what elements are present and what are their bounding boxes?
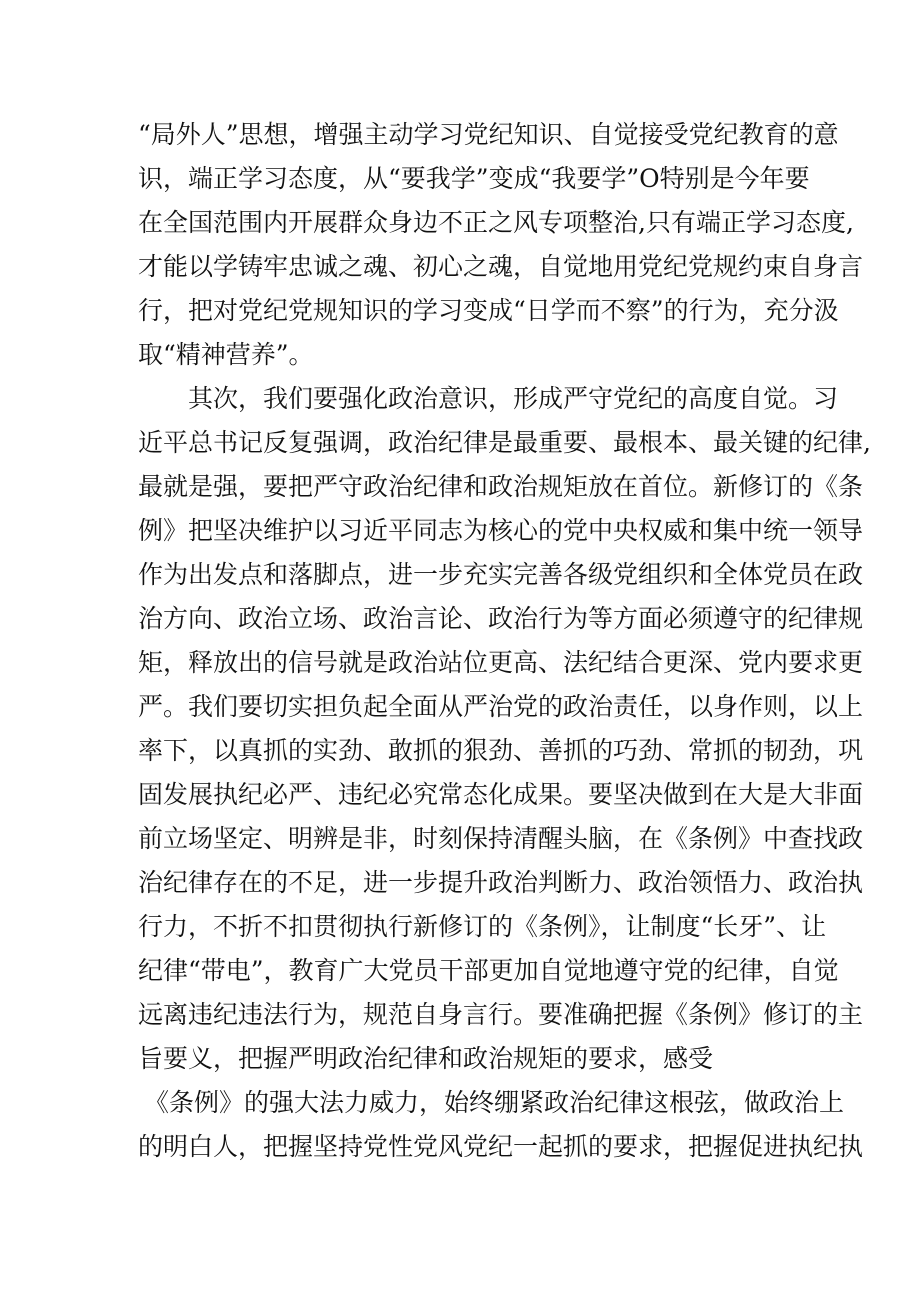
text-line: 远离违纪违法行为，规范自身言行。要准确把握《条例》修订的主 xyxy=(138,1000,864,1029)
text-line: 才能以学铸牢忠诚之魂、初心之魂，自觉地用党纪党规约束自身言 xyxy=(138,252,864,281)
text-line: 取“精神营养”。 xyxy=(138,340,314,369)
text-line: 治方向、政治立场、政治言论、政治行为等方面必须遵守的纪律规 xyxy=(138,604,864,633)
paragraph-start-line: 其次，我们要强化政治意识，形成严守党纪的高度自觉。习 xyxy=(188,384,839,413)
text-line: 《条例》的强大法力威力，始终绷紧政治纪律这根弦，做政治上 xyxy=(144,1088,845,1117)
text-line: 固发展执纪必严、违纪必究常态化成果。要坚决做到在大是大非面 xyxy=(138,780,864,809)
text-line: 最就是强，要把严守政治纪律和政治规矩放在首位。新修订的《条 xyxy=(138,472,864,501)
text-line: 纪律“带电”，教育广大党员干部更加自觉地遵守党的纪律，自觉 xyxy=(138,956,839,985)
text-line: “局外人”思想，增强主动学习党纪知识、自觉接受党纪教育的意 xyxy=(138,120,839,149)
text-line: 行，把对党纪党规知识的学习变成“日学而不察”的行为，充分汲 xyxy=(138,296,839,325)
text-line: 近平总书记反复强调，政治纪律是最重要、最根本、最关键的纪律, xyxy=(138,428,871,457)
text-line: 严。我们要切实担负起全面从严治党的政治责任，以身作则，以上 xyxy=(138,692,864,721)
text-line: 行力，不折不扣贯彻执行新修订的《条例》，让制度“长牙”、让 xyxy=(138,912,827,941)
text-line: 作为出发点和落脚点，进一步充实完善各级党组织和全体党员在政 xyxy=(138,560,864,589)
text-line: 在全国范围内开展群众身边不正之风专项整治,只有端正学习态度, xyxy=(138,208,854,237)
text-line: 率下，以真抓的实劲、敢抓的狠劲、善抓的巧劲、常抓的韧劲，巩 xyxy=(138,736,864,765)
document-body xyxy=(138,113,871,1169)
text-line: 前立场坚定、明辨是非，时刻保持清醒头脑，在《条例》中查找政 xyxy=(138,824,864,853)
text-line: 旨要义，把握严明政治纪律和政治规矩的要求，感受 xyxy=(138,1044,714,1073)
text-line: 矩，释放出的信号就是政治站位更高、法纪结合更深、党内要求更 xyxy=(138,648,864,677)
text-line: 治纪律存在的不足，进一步提升政治判断力、政治领悟力、政治执 xyxy=(138,868,864,897)
text-line: 例》把坚决维护以习近平同志为核心的党中央权威和集中统一领导 xyxy=(138,516,864,545)
text-line: 识，端正学习态度，从“要我学”变成“我要学”O特别是今年要 xyxy=(138,164,810,193)
text-line: 的明白人，把握坚持党性党风党纪一起抓的要求，把握促进执纪执 xyxy=(138,1132,864,1161)
